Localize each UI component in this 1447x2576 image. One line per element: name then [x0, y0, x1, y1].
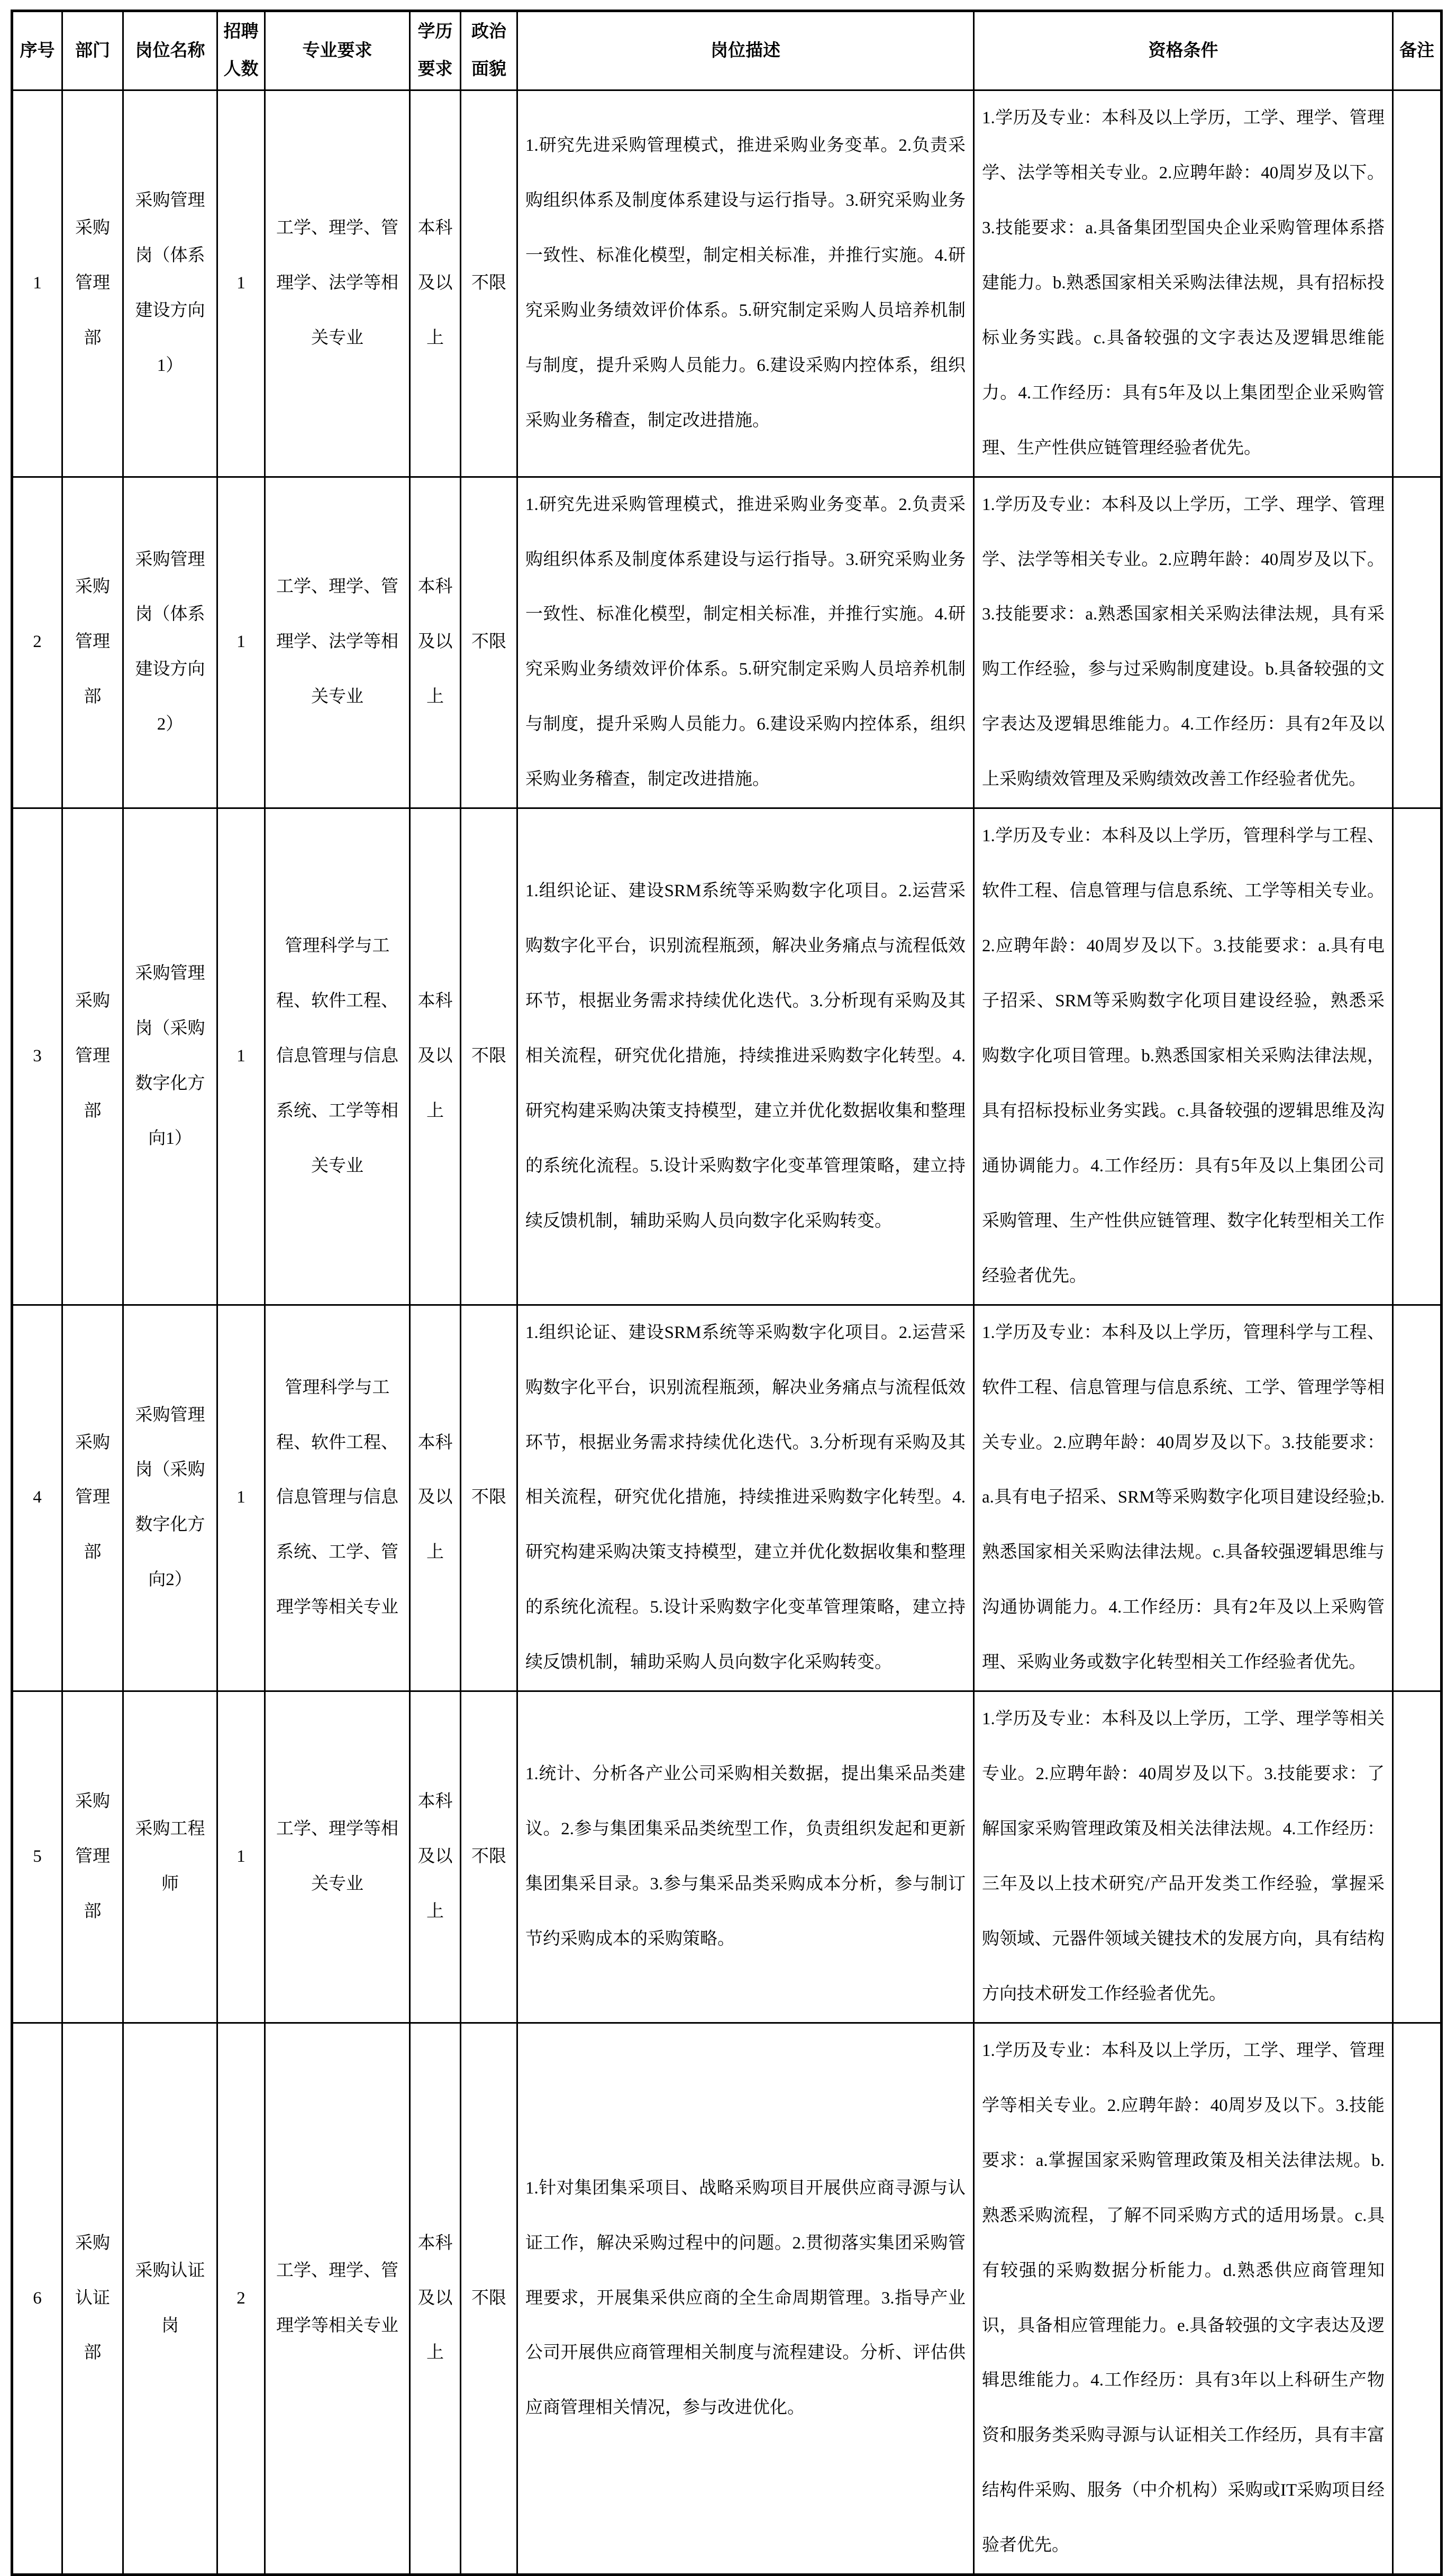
- cell-political-status: 不限: [461, 1305, 517, 1691]
- cell-major-requirement: 管理科学与工程、软件工程、信息管理与信息系统、工学等相关专业: [265, 808, 410, 1305]
- table-row: [12, 477, 1442, 808]
- cell-remarks: [1393, 808, 1442, 1305]
- col-header-seq: 序号: [12, 11, 62, 90]
- cell-qualifications: 1.学历及专业：本科及以上学历，管理科学与工程、软件工程、信息管理与信息系统、工学、管理学等相关专业。2.应聘年龄：40周岁及以下。3.技能要求：a.具有电子招采、SRM等采购数字化项目建设经验;b.熟悉国家相关采购法律法规。c.具备较强逻辑思维与沟通协调能力。4.工作经历：具有2年及以上采购管理、采购业务或数字化转型相关工作经验者优先。: [974, 1305, 1393, 1691]
- cell-qualifications: 1.学历及专业：本科及以上学历，管理科学与工程、软件工程、信息管理与信息系统、工学等相关专业。2.应聘年龄：40周岁及以下。3.技能要求：a.具有电子招采、SRM等采购数字化项目建设经验，熟悉采购数字化项目管理。b.熟悉国家相关采购法律法规，具有招标投标业务实践。c.具备较强的逻辑思维及沟通协调能力。4.工作经历：具有5年及以上集团公司采购管理、生产性供应链管理、数字化转型相关工作经验者优先。: [974, 808, 1393, 1305]
- cell-major-requirement: 管理科学与工程、软件工程、信息管理与信息系统、工学、管理学等相关专业: [265, 1305, 410, 1691]
- table-row: [12, 1691, 1442, 2023]
- cell-headcount: 1: [217, 477, 265, 808]
- header-row: [12, 11, 1442, 90]
- cell-remarks: [1393, 90, 1442, 477]
- cell-position-title: 采购管理岗（采购数字化方向2）: [123, 1305, 217, 1691]
- cell-department: 采购管理部: [62, 90, 123, 477]
- cell-remarks: [1393, 477, 1442, 808]
- cell-political-status: 不限: [461, 808, 517, 1305]
- cell-remarks: [1393, 1305, 1442, 1691]
- cell-education-requirement: 本科及以上: [410, 477, 461, 808]
- col-header-remarks: 备注: [1393, 11, 1442, 90]
- cell-headcount: 2: [217, 2023, 265, 2574]
- cell-remarks: [1393, 2023, 1442, 2574]
- cell-major-requirement: 工学、理学、管理学、法学等相关专业: [265, 477, 410, 808]
- cell-job-description: 1.研究先进采购管理模式，推进采购业务变革。2.负责采购组织体系及制度体系建设与运行指导。3.研究采购业务一致性、标准化模型，制定相关标准，并推行实施。4.研究采购业务绩效评价体系。5.研究制定采购人员培养机制与制度，提升采购人员能力。6.建设采购内控体系，组织采购业务稽查，制定改进措施。: [517, 90, 974, 477]
- table-row: [12, 90, 1442, 477]
- cell-seq: 4: [12, 1305, 62, 1691]
- table-row: [12, 1305, 1442, 1691]
- table-row: [12, 2023, 1442, 2574]
- col-header-headcount: 招聘人数: [217, 11, 265, 90]
- cell-remarks: [1393, 1691, 1442, 2023]
- cell-seq: 1: [12, 90, 62, 477]
- cell-education-requirement: 本科及以上: [410, 808, 461, 1305]
- cell-job-description: 1.组织论证、建设SRM系统等采购数字化项目。2.运营采购数字化平台，识别流程瓶颈，解决业务痛点与流程低效环节，根据业务需求持续优化迭代。3.分析现有采购及其相关流程，研究优化措施，持续推进采购数字化转型。4.研究构建采购决策支持模型，建立并优化数据收集和整理的系统化流程。5.设计采购数字化变革管理策略，建立持续反馈机制，辅助采购人员向数字化采购转变。: [517, 808, 974, 1305]
- col-header-department: 部门: [62, 11, 123, 90]
- cell-headcount: 1: [217, 1691, 265, 2023]
- cell-qualifications: 1.学历及专业：本科及以上学历，工学、理学、管理学等相关专业。2.应聘年龄：40周岁及以下。3.技能要求：a.掌握国家采购管理政策及相关法律法规。b.熟悉采购流程，了解不同采购方式的适用场景。c.具有较强的采购数据分析能力。d.熟悉供应商管理知识，具备相应管理能力。e.具备较强的文字表达及逻辑思维能力。4.工作经历：具有3年以上科研生产物资和服务类采购寻源与认证相关工作经历，具有丰富结构件采购、服务（中介机构）采购或IT采购项目经验者优先。: [974, 2023, 1393, 2574]
- col-header-education-requirement: 学历要求: [410, 11, 461, 90]
- cell-position-title: 采购认证岗: [123, 2023, 217, 2574]
- cell-job-description: 1.统计、分析各产业公司采购相关数据，提出集采品类建议。2.参与集团集采品类统型工作，负责组织发起和更新集团集采目录。3.参与集采品类采购成本分析，参与制订节约采购成本的采购策略。: [517, 1691, 974, 2023]
- table-row: [12, 808, 1442, 1305]
- cell-seq: 6: [12, 2023, 62, 2574]
- cell-major-requirement: 工学、理学、管理学、法学等相关专业: [265, 90, 410, 477]
- cell-department: 采购管理部: [62, 1305, 123, 1691]
- cell-job-description: 1.研究先进采购管理模式，推进采购业务变革。2.负责采购组织体系及制度体系建设与运行指导。3.研究采购业务一致性、标准化模型，制定相关标准，并推行实施。4.研究采购业务绩效评价体系。5.研究制定采购人员培养机制与制度，提升采购人员能力。6.建设采购内控体系，组织采购业务稽查，制定改进措施。: [517, 477, 974, 808]
- cell-seq: 5: [12, 1691, 62, 2023]
- cell-position-title: 采购管理岗（体系建设方向2）: [123, 477, 217, 808]
- cell-political-status: 不限: [461, 1691, 517, 2023]
- cell-department: 采购认证部: [62, 2023, 123, 2574]
- col-header-major-requirement: 专业要求: [265, 11, 410, 90]
- col-header-job-description: 岗位描述: [517, 11, 974, 90]
- cell-major-requirement: 工学、理学等相关专业: [265, 1691, 410, 2023]
- col-header-position-title: 岗位名称: [123, 11, 217, 90]
- cell-department: 采购管理部: [62, 1691, 123, 2023]
- cell-job-description: 1.组织论证、建设SRM系统等采购数字化项目。2.运营采购数字化平台，识别流程瓶颈，解决业务痛点与流程低效环节，根据业务需求持续优化迭代。3.分析现有采购及其相关流程，研究优化措施，持续推进采购数字化转型。4.研究构建采购决策支持模型，建立并优化数据收集和整理的系统化流程。5.设计采购数字化变革管理策略，建立持续反馈机制，辅助采购人员向数字化采购转变。: [517, 1305, 974, 1691]
- col-header-qualifications: 资格条件: [974, 11, 1393, 90]
- cell-seq: 3: [12, 808, 62, 1305]
- cell-position-title: 采购工程师: [123, 1691, 217, 2023]
- cell-political-status: 不限: [461, 2023, 517, 2574]
- cell-political-status: 不限: [461, 477, 517, 808]
- cell-major-requirement: 工学、理学、管理学等相关专业: [265, 2023, 410, 2574]
- cell-headcount: 1: [217, 90, 265, 477]
- cell-job-description: 1.针对集团集采项目、战略采购项目开展供应商寻源与认证工作，解决采购过程中的问题。2.贯彻落实集团采购管理要求，开展集采供应商的全生命周期管理。3.指导产业公司开展供应商管理相关制度与流程建设。分析、评估供应商管理相关情况，参与改进优化。: [517, 2023, 974, 2574]
- cell-qualifications: 1.学历及专业：本科及以上学历，工学、理学等相关专业。2.应聘年龄：40周岁及以下。3.技能要求：了解国家采购管理政策及相关法律法规。4.工作经历：三年及以上技术研究/产品开发类工作经验，掌握采购领域、元器件领域关键技术的发展方向，具有结构方向技术研发工作经验者优先。: [974, 1691, 1393, 2023]
- cell-headcount: 1: [217, 808, 265, 1305]
- cell-education-requirement: 本科及以上: [410, 1691, 461, 2023]
- cell-qualifications: 1.学历及专业：本科及以上学历，工学、理学、管理学、法学等相关专业。2.应聘年龄：40周岁及以下。3.技能要求：a.具备集团型国央企业采购管理体系搭建能力。b.熟悉国家相关采购法律法规，具有招标投标业务实践。c.具备较强的文字表达及逻辑思维能力。4.工作经历：具有5年及以上集团型企业采购管理、生产性供应链管理经验者优先。: [974, 90, 1393, 477]
- cell-department: 采购管理部: [62, 477, 123, 808]
- col-header-political-status: 政治面貌: [461, 11, 517, 90]
- cell-position-title: 采购管理岗（体系建设方向1）: [123, 90, 217, 477]
- cell-seq: 2: [12, 477, 62, 808]
- cell-department: 采购管理部: [62, 808, 123, 1305]
- cell-position-title: 采购管理岗（采购数字化方向1）: [123, 808, 217, 1305]
- cell-qualifications: 1.学历及专业：本科及以上学历，工学、理学、管理学、法学等相关专业。2.应聘年龄：40周岁及以下。3.技能要求：a.熟悉国家相关采购法律法规，具有采购工作经验，参与过采购制度建设。b.具备较强的文字表达及逻辑思维能力。4.工作经历：具有2年及以上采购绩效管理及采购绩效改善工作经验者优先。: [974, 477, 1393, 808]
- cell-political-status: 不限: [461, 90, 517, 477]
- cell-education-requirement: 本科及以上: [410, 90, 461, 477]
- cell-education-requirement: 本科及以上: [410, 2023, 461, 2574]
- cell-education-requirement: 本科及以上: [410, 1305, 461, 1691]
- recruitment-positions-table: [11, 10, 1443, 2576]
- cell-headcount: 1: [217, 1305, 265, 1691]
